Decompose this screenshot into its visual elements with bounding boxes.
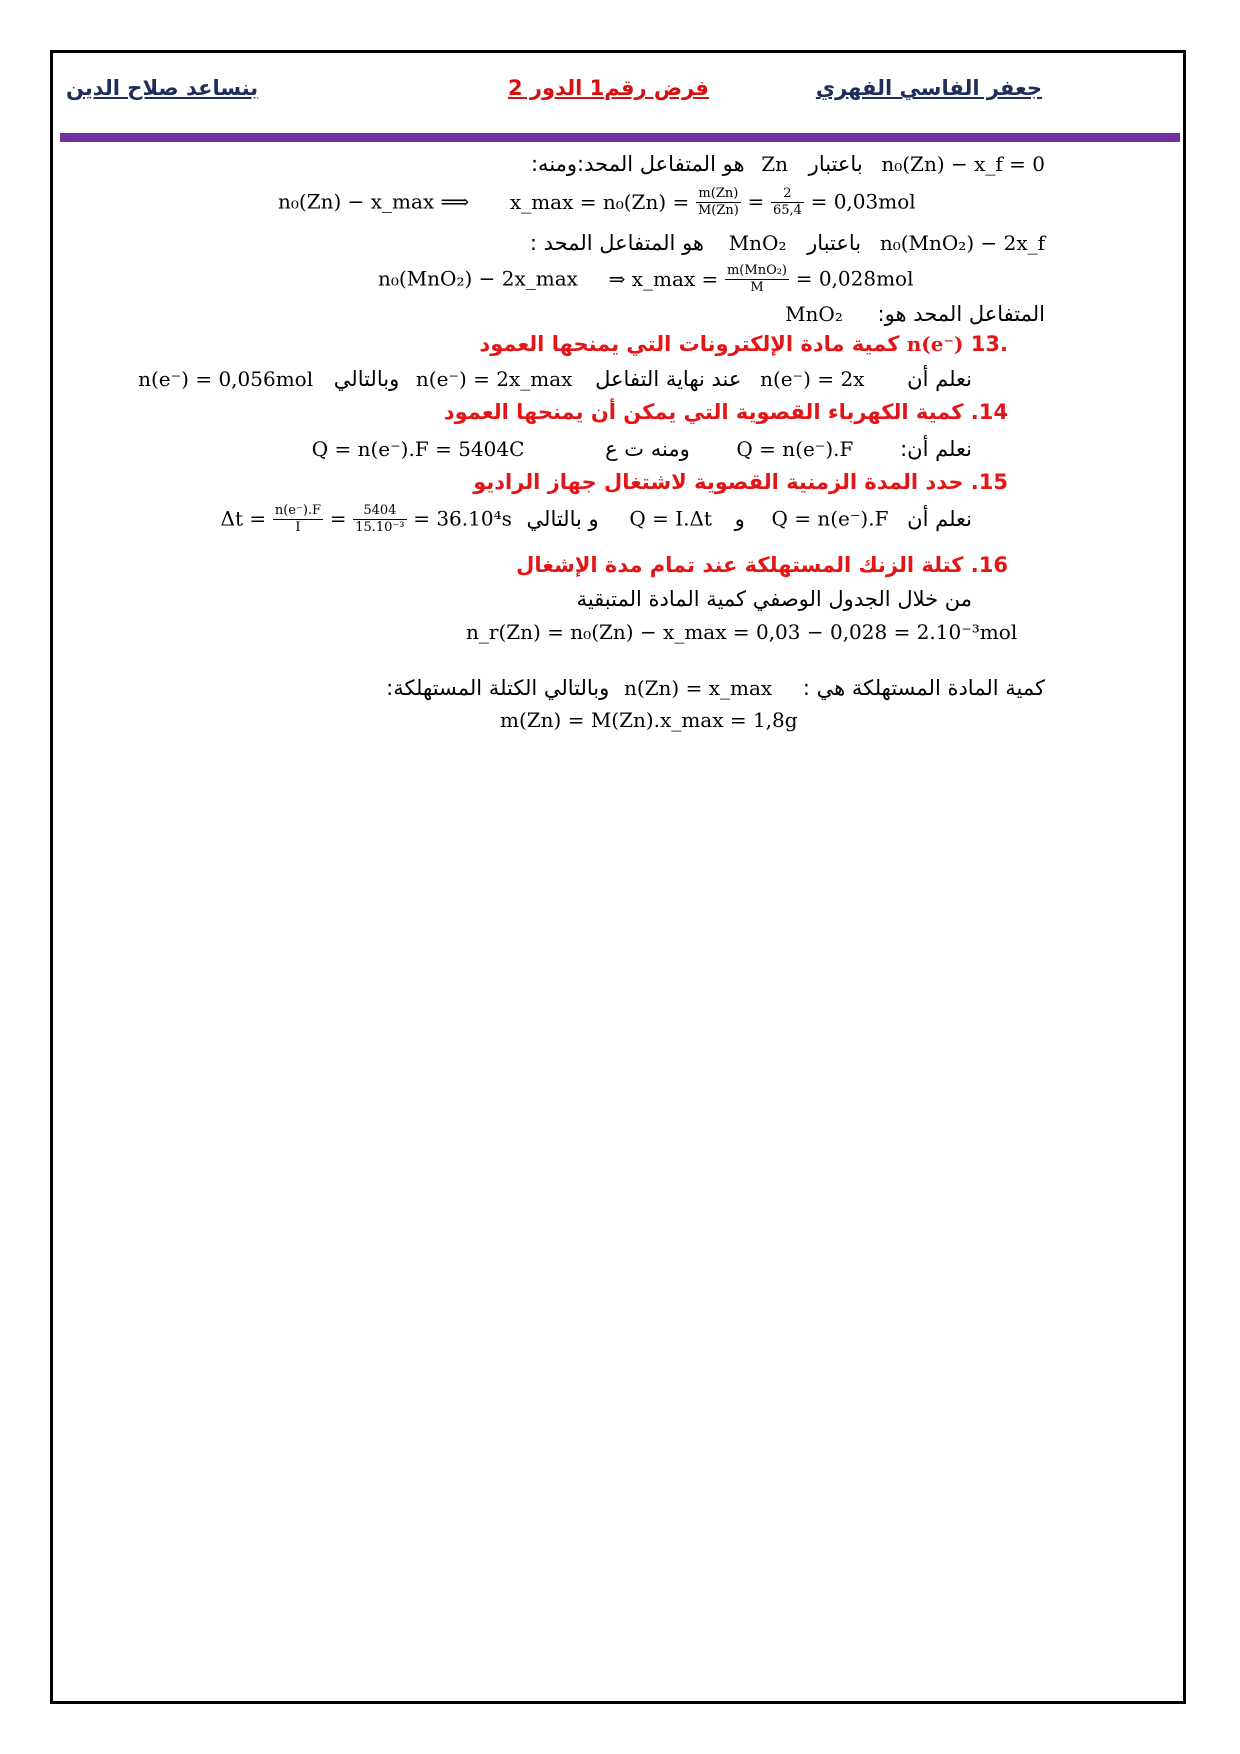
line-4: n₀(MnO₂) − 2x_max ⇒ x_max = $\frac{\text{m(MnO₂)}}{M}$ = 0,028mol xyxy=(378,263,914,295)
line-10: n_r(Zn) = n₀(Zn) − x_max = 0,03 − 0,028 = 2.10⁻³mol xyxy=(466,620,1018,644)
header-title: فرض رقم1 الدور 2 xyxy=(508,76,709,100)
fraction: $\frac{n(e^-).F}{I}$ xyxy=(274,503,322,535)
question-16: 16. كتلة الزنك المستهلكة عند تمام مدة الإشغال xyxy=(516,553,1008,577)
line-8: Δt = $\frac{n(e^-).F}{I}$ = $\frac{5404}{\text{15.10⁻³}}$ = 36.10⁴s و بالتالي Q = I.Δt و Q = n(e⁻).F نعلم أن xyxy=(220,503,972,535)
fraction: $\frac{5404}{\text{15.10⁻³}}$ xyxy=(355,503,405,535)
line-3: هو المتفاعل المحد : MnO₂ باعتبار n₀(MnO₂) − 2x_f xyxy=(529,231,1045,255)
line-6: n(e⁻) = 0,056mol وبالتالي n(e⁻) = 2x_max عند نهاية التفاعل n(e⁻) = 2x نعلم أن xyxy=(138,367,972,391)
line-2: n₀(Zn) − x_max ⟹ x_max = n₀(Zn) = $\frac{m(Zn)}{M(Zn)}$ = $\frac{2}{65,4}$ = 0,03mol xyxy=(278,186,916,218)
fraction: $\frac{m(Zn)}{M(Zn)}$ xyxy=(697,186,739,218)
header-author-left: بنساعد صلاح الدين xyxy=(66,76,259,100)
header-divider xyxy=(60,133,1180,142)
line-1: هو المتفاعل المحد:ومنه: Zn باعتبار n₀(Zn) − x_f = 0 xyxy=(530,152,1045,176)
line-5: MnO₂ المتفاعل المحد هو: xyxy=(785,302,1045,326)
question-13: كمية مادة الإلكترونات التي يمنحها العمود n(e⁻) 13. xyxy=(479,332,1008,356)
line-12: m(Zn) = M(Zn).x_max = 1,8g xyxy=(500,708,798,732)
line-7: Q = n(e⁻).F = 5404C ومنه ت ع Q = n(e⁻).F نعلم أن: xyxy=(311,437,972,461)
line-11: وبالتالي الكتلة المستهلكة: n(Zn) = x_max كمية المادة المستهلكة هي : xyxy=(386,676,1045,700)
question-15: 15. حدد المدة الزمنية القصوية لاشتغال جهاز الراديو xyxy=(473,470,1008,494)
fraction: $\frac{2}{65,4}$ xyxy=(772,186,802,218)
line-9: من خلال الجدول الوصفي كمية المادة المتبقية xyxy=(576,587,972,611)
header-author-right: جعفر الفاسي الفهري xyxy=(815,76,1042,100)
fraction: $\frac{\text{m(MnO₂)}}{M}$ xyxy=(726,263,788,295)
page-border xyxy=(50,50,1186,1704)
question-14: 14. كمية الكهرباء القصوية التي يمكن أن يمنحها العمود xyxy=(443,400,1008,424)
